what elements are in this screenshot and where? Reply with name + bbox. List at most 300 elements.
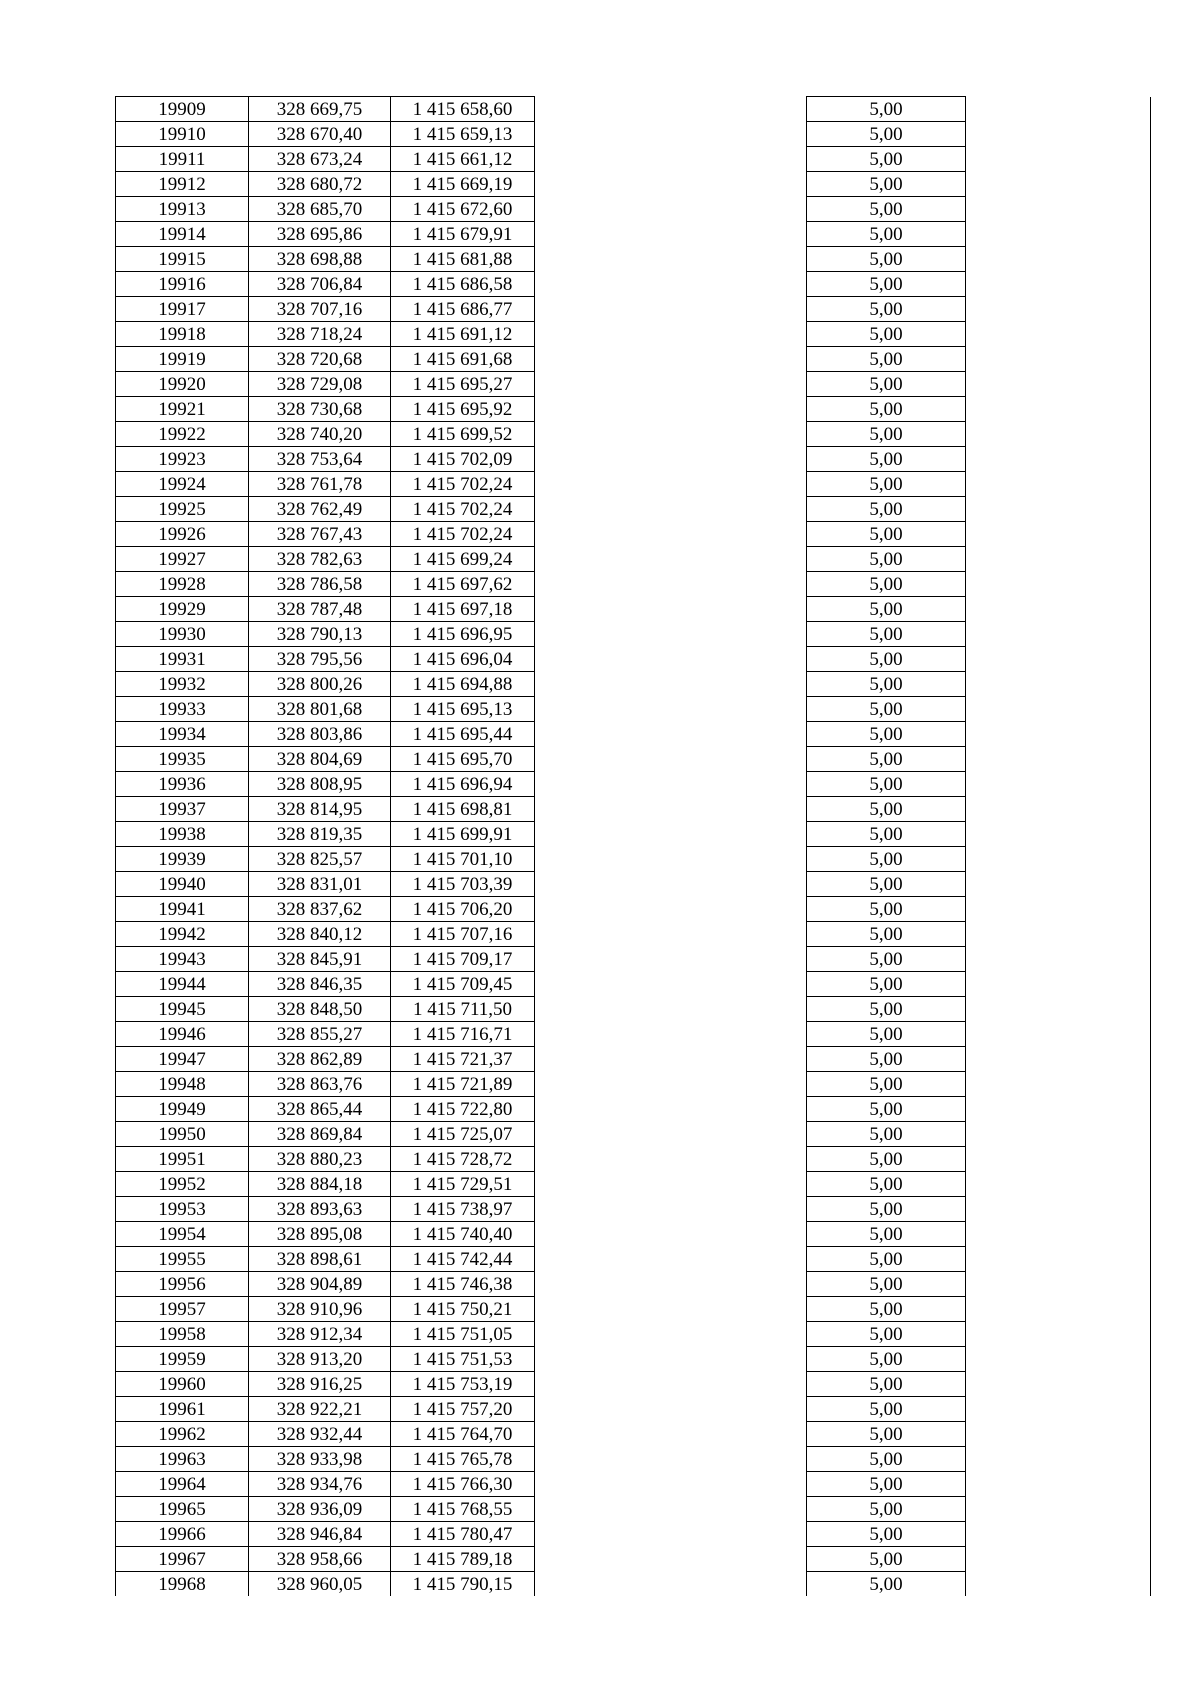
y-coordinate-cell: 1 415 789,18 (391, 1547, 535, 1572)
y-coordinate-cell: 1 415 721,37 (391, 1047, 535, 1072)
table-row (116, 1097, 1151, 1122)
table-row (116, 422, 1151, 447)
point-number-cell: 19925 (116, 497, 249, 522)
blank-cell (535, 547, 807, 572)
table-row (116, 1572, 1151, 1597)
point-number-cell: 19917 (116, 297, 249, 322)
value-cell: 5,00 (807, 472, 966, 497)
value-cell: 5,00 (807, 147, 966, 172)
x-coordinate-cell: 328 869,84 (249, 1122, 391, 1147)
blank-cell (535, 97, 807, 122)
blank-cell (535, 1522, 807, 1547)
value-cell: 5,00 (807, 672, 966, 697)
value-cell: 5,00 (807, 697, 966, 722)
y-coordinate-cell: 1 415 697,62 (391, 572, 535, 597)
blank-cell (535, 1147, 807, 1172)
value-cell: 5,00 (807, 497, 966, 522)
blank-cell (966, 1097, 1151, 1122)
blank-cell (535, 472, 807, 497)
table-row (116, 697, 1151, 722)
point-number-cell: 19914 (116, 222, 249, 247)
table-row (116, 397, 1151, 422)
blank-cell (535, 1297, 807, 1322)
x-coordinate-cell: 328 767,43 (249, 522, 391, 547)
x-coordinate-cell: 328 936,09 (249, 1497, 391, 1522)
point-number-cell: 19915 (116, 247, 249, 272)
table-row (116, 1447, 1151, 1472)
y-coordinate-cell: 1 415 706,20 (391, 897, 535, 922)
x-coordinate-cell: 328 790,13 (249, 622, 391, 647)
point-number-cell: 19948 (116, 1072, 249, 1097)
y-coordinate-cell: 1 415 701,10 (391, 847, 535, 872)
point-number-cell: 19913 (116, 197, 249, 222)
x-coordinate-cell: 328 819,35 (249, 822, 391, 847)
blank-cell (535, 1422, 807, 1447)
x-coordinate-cell: 328 740,20 (249, 422, 391, 447)
value-cell: 5,00 (807, 1547, 966, 1572)
x-coordinate-cell: 328 808,95 (249, 772, 391, 797)
y-coordinate-cell: 1 415 696,95 (391, 622, 535, 647)
blank-cell (535, 147, 807, 172)
x-coordinate-cell: 328 846,35 (249, 972, 391, 997)
blank-cell (966, 1072, 1151, 1097)
x-coordinate-cell: 328 916,25 (249, 1372, 391, 1397)
table-row (116, 1322, 1151, 1347)
x-coordinate-cell: 328 837,62 (249, 897, 391, 922)
value-cell: 5,00 (807, 1347, 966, 1372)
table-row (116, 522, 1151, 547)
table-row (116, 447, 1151, 472)
blank-cell (966, 1547, 1151, 1572)
y-coordinate-cell: 1 415 707,16 (391, 922, 535, 947)
y-coordinate-cell: 1 415 702,24 (391, 522, 535, 547)
x-coordinate-cell: 328 680,72 (249, 172, 391, 197)
blank-cell (535, 672, 807, 697)
blank-cell (966, 472, 1151, 497)
blank-cell (966, 1322, 1151, 1347)
table-row (116, 1522, 1151, 1547)
value-cell: 5,00 (807, 897, 966, 922)
value-cell: 5,00 (807, 1472, 966, 1497)
point-number-cell: 19960 (116, 1372, 249, 1397)
table-row (116, 147, 1151, 172)
y-coordinate-cell: 1 415 695,70 (391, 747, 535, 772)
blank-cell (535, 1397, 807, 1422)
blank-cell (535, 1272, 807, 1297)
x-coordinate-cell: 328 922,21 (249, 1397, 391, 1422)
point-number-cell: 19963 (116, 1447, 249, 1472)
blank-cell (535, 597, 807, 622)
table-row (116, 572, 1151, 597)
value-cell: 5,00 (807, 1572, 966, 1597)
y-coordinate-cell: 1 415 695,44 (391, 722, 535, 747)
blank-cell (535, 1372, 807, 1397)
point-number-cell: 19962 (116, 1422, 249, 1447)
y-coordinate-cell: 1 415 679,91 (391, 222, 535, 247)
y-coordinate-cell: 1 415 757,20 (391, 1397, 535, 1422)
blank-cell (535, 522, 807, 547)
blank-cell (535, 172, 807, 197)
coordinates-table-body (116, 97, 1151, 1597)
table-row (116, 1547, 1151, 1572)
blank-cell (966, 1272, 1151, 1297)
x-coordinate-cell: 328 753,64 (249, 447, 391, 472)
value-cell: 5,00 (807, 722, 966, 747)
blank-cell (535, 1047, 807, 1072)
x-coordinate-cell: 328 880,23 (249, 1147, 391, 1172)
value-cell: 5,00 (807, 1047, 966, 1072)
blank-cell (966, 272, 1151, 297)
blank-cell (535, 722, 807, 747)
coordinates-table (115, 96, 1151, 1596)
value-cell: 5,00 (807, 572, 966, 597)
x-coordinate-cell: 328 912,34 (249, 1322, 391, 1347)
blank-cell (966, 497, 1151, 522)
value-cell: 5,00 (807, 397, 966, 422)
value-cell: 5,00 (807, 1272, 966, 1297)
y-coordinate-cell: 1 415 742,44 (391, 1247, 535, 1272)
point-number-cell: 19909 (116, 97, 249, 122)
table-row (116, 472, 1151, 497)
table-row (116, 822, 1151, 847)
blank-cell (966, 522, 1151, 547)
y-coordinate-cell: 1 415 765,78 (391, 1447, 535, 1472)
value-cell: 5,00 (807, 272, 966, 297)
blank-cell (966, 572, 1151, 597)
table-row (116, 947, 1151, 972)
blank-cell (966, 872, 1151, 897)
blank-cell (966, 147, 1151, 172)
point-number-cell: 19938 (116, 822, 249, 847)
blank-cell (535, 1222, 807, 1247)
blank-cell (966, 897, 1151, 922)
table-row (116, 1222, 1151, 1247)
y-coordinate-cell: 1 415 699,52 (391, 422, 535, 447)
blank-cell (535, 797, 807, 822)
blank-cell (966, 772, 1151, 797)
table-row (116, 1247, 1151, 1272)
y-coordinate-cell: 1 415 702,09 (391, 447, 535, 472)
blank-cell (535, 1097, 807, 1122)
x-coordinate-cell: 328 707,16 (249, 297, 391, 322)
point-number-cell: 19966 (116, 1522, 249, 1547)
y-coordinate-cell: 1 415 658,60 (391, 97, 535, 122)
x-coordinate-cell: 328 782,63 (249, 547, 391, 572)
blank-cell (966, 1222, 1151, 1247)
y-coordinate-cell: 1 415 691,12 (391, 322, 535, 347)
blank-cell (966, 747, 1151, 772)
x-coordinate-cell: 328 848,50 (249, 997, 391, 1022)
table-row (116, 372, 1151, 397)
x-coordinate-cell: 328 706,84 (249, 272, 391, 297)
blank-cell (966, 1297, 1151, 1322)
blank-cell (966, 222, 1151, 247)
blank-cell (966, 1397, 1151, 1422)
blank-cell (535, 1122, 807, 1147)
x-coordinate-cell: 328 960,05 (249, 1572, 391, 1597)
x-coordinate-cell: 328 913,20 (249, 1347, 391, 1372)
blank-cell (966, 347, 1151, 372)
x-coordinate-cell: 328 863,76 (249, 1072, 391, 1097)
x-coordinate-cell: 328 720,68 (249, 347, 391, 372)
y-coordinate-cell: 1 415 790,15 (391, 1572, 535, 1597)
x-coordinate-cell: 328 685,70 (249, 197, 391, 222)
value-cell: 5,00 (807, 1447, 966, 1472)
table-row (116, 847, 1151, 872)
value-cell: 5,00 (807, 1297, 966, 1322)
value-cell: 5,00 (807, 1147, 966, 1172)
point-number-cell: 19924 (116, 472, 249, 497)
blank-cell (535, 897, 807, 922)
value-cell: 5,00 (807, 972, 966, 997)
point-number-cell: 19952 (116, 1172, 249, 1197)
value-cell: 5,00 (807, 647, 966, 672)
x-coordinate-cell: 328 801,68 (249, 697, 391, 722)
blank-cell (535, 297, 807, 322)
table-row (116, 597, 1151, 622)
value-cell: 5,00 (807, 1372, 966, 1397)
y-coordinate-cell: 1 415 764,70 (391, 1422, 535, 1447)
value-cell: 5,00 (807, 1247, 966, 1272)
value-cell: 5,00 (807, 522, 966, 547)
value-cell: 5,00 (807, 1397, 966, 1422)
blank-cell (966, 172, 1151, 197)
blank-cell (535, 272, 807, 297)
table-row (116, 622, 1151, 647)
blank-cell (535, 1322, 807, 1347)
blank-cell (966, 422, 1151, 447)
table-row (116, 1472, 1151, 1497)
blank-cell (535, 372, 807, 397)
point-number-cell: 19955 (116, 1247, 249, 1272)
blank-cell (966, 122, 1151, 147)
blank-cell (966, 1347, 1151, 1372)
point-number-cell: 19931 (116, 647, 249, 672)
blank-cell (966, 1122, 1151, 1147)
value-cell: 5,00 (807, 122, 966, 147)
point-number-cell: 19919 (116, 347, 249, 372)
blank-cell (535, 622, 807, 647)
table-row (116, 272, 1151, 297)
blank-cell (535, 347, 807, 372)
blank-cell (966, 947, 1151, 972)
point-number-cell: 19920 (116, 372, 249, 397)
y-coordinate-cell: 1 415 681,88 (391, 247, 535, 272)
table-row (116, 347, 1151, 372)
blank-cell (535, 197, 807, 222)
blank-cell (535, 847, 807, 872)
value-cell: 5,00 (807, 1097, 966, 1122)
table-row (116, 1122, 1151, 1147)
table-row (116, 722, 1151, 747)
y-coordinate-cell: 1 415 751,53 (391, 1347, 535, 1372)
blank-cell (966, 822, 1151, 847)
x-coordinate-cell: 328 884,18 (249, 1172, 391, 1197)
value-cell: 5,00 (807, 872, 966, 897)
y-coordinate-cell: 1 415 728,72 (391, 1147, 535, 1172)
x-coordinate-cell: 328 898,61 (249, 1247, 391, 1272)
blank-cell (966, 1422, 1151, 1447)
value-cell: 5,00 (807, 797, 966, 822)
x-coordinate-cell: 328 910,96 (249, 1297, 391, 1322)
y-coordinate-cell: 1 415 686,58 (391, 272, 535, 297)
blank-cell (966, 1472, 1151, 1497)
x-coordinate-cell: 328 730,68 (249, 397, 391, 422)
blank-cell (535, 1022, 807, 1047)
point-number-cell: 19956 (116, 1272, 249, 1297)
y-coordinate-cell: 1 415 709,45 (391, 972, 535, 997)
blank-cell (966, 1047, 1151, 1072)
value-cell: 5,00 (807, 597, 966, 622)
y-coordinate-cell: 1 415 702,24 (391, 472, 535, 497)
point-number-cell: 19911 (116, 147, 249, 172)
table-row (116, 672, 1151, 697)
blank-cell (535, 497, 807, 522)
blank-cell (966, 1197, 1151, 1222)
point-number-cell: 19946 (116, 1022, 249, 1047)
blank-cell (535, 972, 807, 997)
value-cell: 5,00 (807, 747, 966, 772)
table-row (116, 972, 1151, 997)
point-number-cell: 19954 (116, 1222, 249, 1247)
table-row (116, 222, 1151, 247)
point-number-cell: 19927 (116, 547, 249, 572)
value-cell: 5,00 (807, 1522, 966, 1547)
y-coordinate-cell: 1 415 696,94 (391, 772, 535, 797)
x-coordinate-cell: 328 946,84 (249, 1522, 391, 1547)
point-number-cell: 19921 (116, 397, 249, 422)
x-coordinate-cell: 328 762,49 (249, 497, 391, 522)
x-coordinate-cell: 328 718,24 (249, 322, 391, 347)
value-cell: 5,00 (807, 1222, 966, 1247)
y-coordinate-cell: 1 415 659,13 (391, 122, 535, 147)
value-cell: 5,00 (807, 922, 966, 947)
blank-cell (535, 1247, 807, 1272)
y-coordinate-cell: 1 415 740,40 (391, 1222, 535, 1247)
table-row (116, 1347, 1151, 1372)
blank-cell (966, 1497, 1151, 1522)
y-coordinate-cell: 1 415 709,17 (391, 947, 535, 972)
blank-cell (535, 922, 807, 947)
blank-cell (966, 847, 1151, 872)
y-coordinate-cell: 1 415 686,77 (391, 297, 535, 322)
x-coordinate-cell: 328 803,86 (249, 722, 391, 747)
x-coordinate-cell: 328 786,58 (249, 572, 391, 597)
blank-cell (966, 197, 1151, 222)
point-number-cell: 19943 (116, 947, 249, 972)
y-coordinate-cell: 1 415 768,55 (391, 1497, 535, 1522)
point-number-cell: 19968 (116, 1572, 249, 1597)
blank-cell (966, 297, 1151, 322)
y-coordinate-cell: 1 415 669,19 (391, 172, 535, 197)
point-number-cell: 19916 (116, 272, 249, 297)
value-cell: 5,00 (807, 1422, 966, 1447)
table-row (116, 197, 1151, 222)
y-coordinate-cell: 1 415 725,07 (391, 1122, 535, 1147)
y-coordinate-cell: 1 415 751,05 (391, 1322, 535, 1347)
x-coordinate-cell: 328 670,40 (249, 122, 391, 147)
table-row (116, 1022, 1151, 1047)
blank-cell (535, 1572, 807, 1597)
blank-cell (535, 1497, 807, 1522)
value-cell: 5,00 (807, 997, 966, 1022)
blank-cell (966, 922, 1151, 947)
blank-cell (966, 372, 1151, 397)
x-coordinate-cell: 328 904,89 (249, 1272, 391, 1297)
y-coordinate-cell: 1 415 695,13 (391, 697, 535, 722)
value-cell: 5,00 (807, 222, 966, 247)
y-coordinate-cell: 1 415 766,30 (391, 1472, 535, 1497)
y-coordinate-cell: 1 415 746,38 (391, 1272, 535, 1297)
table-row (116, 247, 1151, 272)
point-number-cell: 19944 (116, 972, 249, 997)
blank-cell (966, 1147, 1151, 1172)
table-row (116, 1047, 1151, 1072)
blank-cell (966, 447, 1151, 472)
x-coordinate-cell: 328 862,89 (249, 1047, 391, 1072)
point-number-cell: 19935 (116, 747, 249, 772)
x-coordinate-cell: 328 795,56 (249, 647, 391, 672)
table-row (116, 872, 1151, 897)
blank-cell (966, 322, 1151, 347)
x-coordinate-cell: 328 933,98 (249, 1447, 391, 1472)
blank-cell (966, 797, 1151, 822)
x-coordinate-cell: 328 932,44 (249, 1422, 391, 1447)
point-number-cell: 19940 (116, 872, 249, 897)
blank-cell (535, 397, 807, 422)
x-coordinate-cell: 328 831,01 (249, 872, 391, 897)
blank-cell (535, 1172, 807, 1197)
x-coordinate-cell: 328 845,91 (249, 947, 391, 972)
table-row (116, 297, 1151, 322)
blank-cell (966, 1372, 1151, 1397)
point-number-cell: 19930 (116, 622, 249, 647)
table-row (116, 1497, 1151, 1522)
blank-cell (535, 1472, 807, 1497)
blank-cell (535, 872, 807, 897)
table-row (116, 797, 1151, 822)
point-number-cell: 19922 (116, 422, 249, 447)
blank-cell (966, 1247, 1151, 1272)
value-cell: 5,00 (807, 1197, 966, 1222)
x-coordinate-cell: 328 865,44 (249, 1097, 391, 1122)
y-coordinate-cell: 1 415 721,89 (391, 1072, 535, 1097)
y-coordinate-cell: 1 415 780,47 (391, 1522, 535, 1547)
table-row (116, 772, 1151, 797)
point-number-cell: 19933 (116, 697, 249, 722)
blank-cell (535, 772, 807, 797)
blank-cell (966, 697, 1151, 722)
table-row (116, 997, 1151, 1022)
x-coordinate-cell: 328 761,78 (249, 472, 391, 497)
blank-cell (966, 972, 1151, 997)
value-cell: 5,00 (807, 97, 966, 122)
value-cell: 5,00 (807, 297, 966, 322)
y-coordinate-cell: 1 415 753,19 (391, 1372, 535, 1397)
value-cell: 5,00 (807, 422, 966, 447)
value-cell: 5,00 (807, 247, 966, 272)
blank-cell (535, 1547, 807, 1572)
table-row (116, 1197, 1151, 1222)
point-number-cell: 19965 (116, 1497, 249, 1522)
blank-cell (966, 647, 1151, 672)
value-cell: 5,00 (807, 1072, 966, 1097)
value-cell: 5,00 (807, 197, 966, 222)
value-cell: 5,00 (807, 172, 966, 197)
x-coordinate-cell: 328 958,66 (249, 1547, 391, 1572)
y-coordinate-cell: 1 415 698,81 (391, 797, 535, 822)
point-number-cell: 19934 (116, 722, 249, 747)
